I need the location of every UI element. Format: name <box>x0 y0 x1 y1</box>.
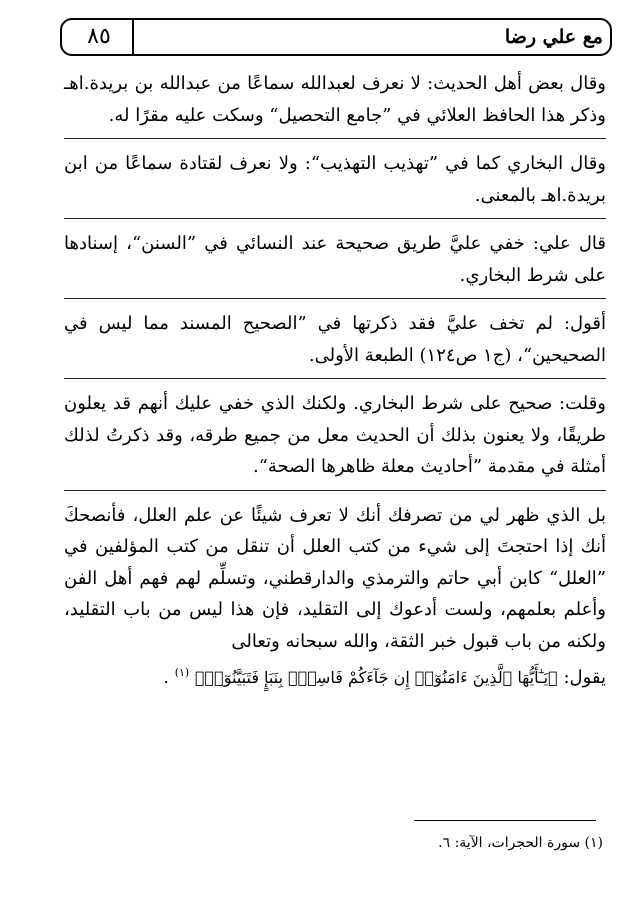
paragraph-separator <box>64 138 606 139</box>
footnote-marker: (١) <box>584 835 603 851</box>
paragraph-4: أقول: لم تخف عليَّ فقد ذكرتها في ”الصحيح المسند مما ليس في الصحيحين“، (ج١ ص١٢٤) الطبعة الأولى. <box>64 313 606 366</box>
quran-verse: ﴿يَـٰٓأَيُّهَا ٱلَّذِينَ ءَامَنُوٓا۟ إِن جَآءَكُمْ فَاسِقٌۢ بِنَبَإٍ فَتَبَيَّنُوٓا۟﴾ <box>194 668 558 687</box>
verse-end-punct: . <box>163 667 169 688</box>
paragraph-separator <box>64 490 606 491</box>
verse-line <box>64 657 606 694</box>
paragraph-separator <box>64 218 606 219</box>
header-divider <box>132 18 134 56</box>
paragraph-2: وقال البخاري كما في ”تهذيب التهذيب“: ولا نعرف لقتادة سماعًا من ابن بريدة.اهـ بالمعنى. <box>64 153 606 206</box>
footnote-text: سورة الحجرات، الآية: ٦. <box>438 835 581 851</box>
page-number: ٨٥ <box>87 24 111 49</box>
paragraph-3: قال علي: خفي عليَّ طريق صحيحة عند النسائي في ”السنن“، إسنادها على شرط البخاري. <box>64 233 606 286</box>
running-title: مع علي رضا <box>504 26 603 48</box>
footnote-separator <box>414 820 596 821</box>
paragraph-6: بل الذي ظهر لي من تصرفك أنك لا تعرف شيئًا عن علم العلل، فأنصحكَ أنك إذا احتجتَ إلى شيء من كتب العلل أن تنقل من كتب المؤلفين في ”العلل“ كابن أبي حاتم والترمذي والدارقطني، وتسلِّم لهم فهم أهل الفن وأعلم بعلمهم، ولست أدعوك إلى التقليد، فإن هذا ليس من باب التقليد، ولكنه من باب قبول خبر الثقة، والله سبحانه وتعالى <box>64 504 606 652</box>
verse-intro: يقول: <box>563 667 606 688</box>
footnote <box>438 832 603 854</box>
page-body <box>64 68 606 694</box>
footnote-ref: (١) <box>174 666 190 679</box>
paragraph-separator <box>64 378 606 379</box>
paragraph-1: وقال بعض أهل الحديث: لا نعرف لعبدالله سماعًا من عبدالله بن بريدة.اهـ وذكر هذا الحافظ العلائي في ”جامع التحصيل“ وسكت عليه مقرًا له. <box>64 73 606 126</box>
paragraph-5: وقلت: صحيح على شرط البخاري. ولكنك الذي خفي عليك أنهم قد يعلون طريقًا، ولا يعنون بذلك أن الحديث معل من جميع طرقه، وقد ذكرتُ لذلك أمثلة في مقدمة ”أحاديث معلة ظاهرها الصحة“. <box>64 393 606 477</box>
paragraph-separator <box>64 298 606 299</box>
